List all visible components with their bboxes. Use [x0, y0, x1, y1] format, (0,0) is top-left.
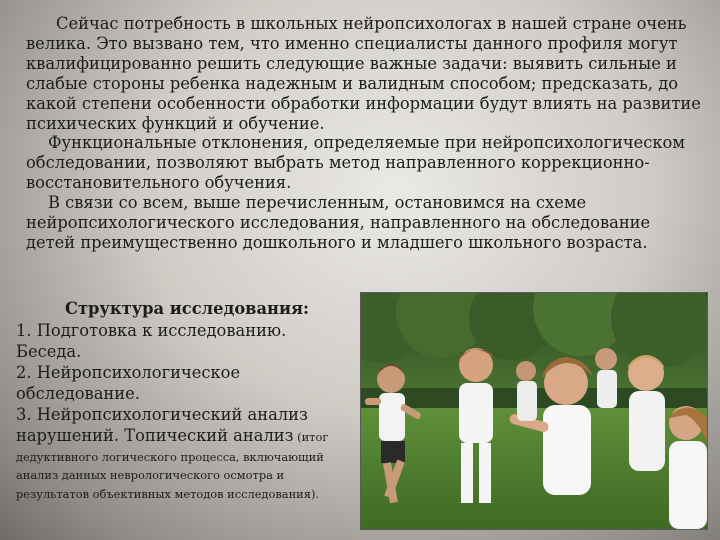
- structure-item-3-text: 3. Нейропсихологический анализ нарушений. Топический анализ: [16, 405, 308, 445]
- structure-item-1: 1. Подготовка к исследованию. Беседа.: [16, 321, 287, 361]
- structure-block: [16, 298, 356, 503]
- structure-item-3-paren: (итог: [293, 430, 329, 444]
- structure-item-3-note: дедуктивного логического процесса, включающий анализ данных неврологического осмотра и результатов объективных методов исследования).: [16, 450, 324, 501]
- children-running-photo: [360, 292, 708, 530]
- structure-item-2: 2. Нейропсихологическое обследование.: [16, 363, 241, 403]
- structure-item-3: [16, 404, 356, 448]
- intro-paragraph-2: Функциональные отклонения, определяемые при нейропсихологическом обследовании, позволяют выбрать метод направленного коррекционно-восстановительного обучения.: [26, 133, 685, 193]
- intro-paragraph-1: Сейчас потребность в школьных нейропсихологах в нашей стране очень велика. Это вызвано тем, что именно специалисты данного профиля могут квалифицированно решить следующие важные задачи: выявить сильные и слабые стороны ребенка надежным и валидным способом; предсказать, до какой степени особенности обработки информации будут влиять на развитие психических функций и обучение.: [26, 14, 701, 133]
- intro-text: [26, 14, 702, 253]
- structure-heading: Структура исследования:: [65, 299, 310, 318]
- intro-paragraph-3: В связи со всем, выше перечисленным, остановимся на схеме нейропсихологического исследования, направленного на обследование детей преимущественно дошкольного и младшего школьного возраста.: [26, 193, 651, 252]
